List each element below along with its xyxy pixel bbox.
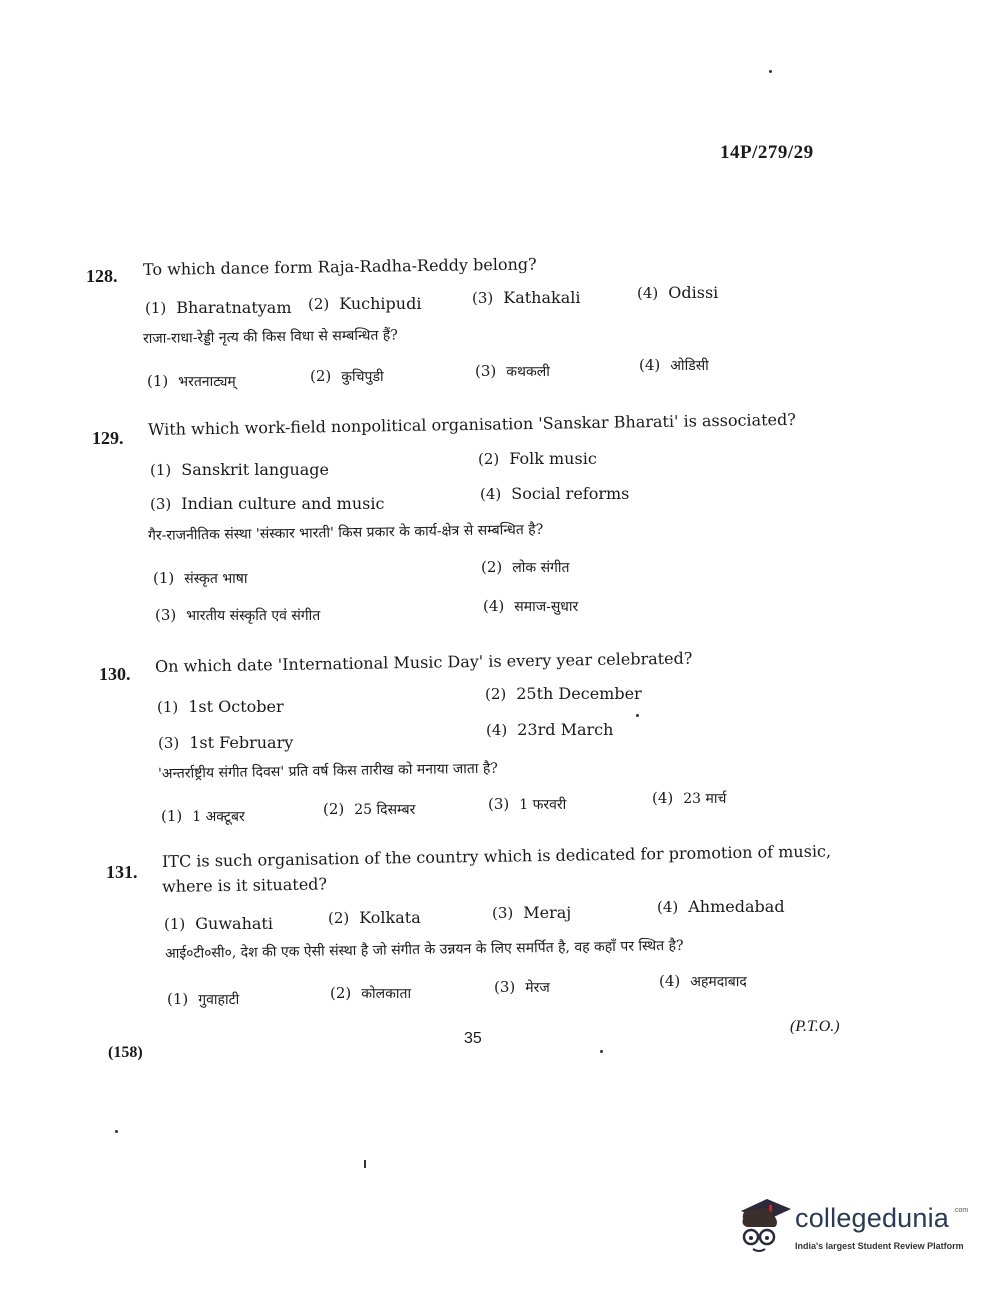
- pto-label: (P.T.O.): [790, 1018, 840, 1035]
- scan-speck: [364, 1160, 366, 1168]
- option-hi-1: (1) संस्कृत भाषा: [153, 569, 248, 587]
- logo-tagline: India's largest Student Review Platform: [795, 1241, 964, 1251]
- option-hi-1: (1) गुवाहाटी: [167, 990, 240, 1008]
- question-text-en: On which date 'International Music Day' is every year celebrated?: [154, 648, 693, 676]
- option-1: (1) Sanskrit language: [150, 460, 329, 479]
- question-text-en: With which work-field nonpolitical organisation 'Sanskar Bharati' is associated?: [147, 409, 796, 439]
- option-1: (1) Guwahati: [164, 914, 273, 933]
- collegedunia-logo: [735, 1197, 969, 1257]
- option-4: (4) Ahmedabad: [657, 897, 785, 916]
- option-hi-2: (2) कुचिपुडी: [310, 367, 384, 385]
- batch-number: (158): [108, 1044, 143, 1061]
- question-text-en-line1: ITC is such organisation of the country which is dedicated for promotion of music,: [161, 841, 832, 871]
- option-3: (3) 1st February: [158, 733, 294, 752]
- scan-speck: [769, 70, 772, 73]
- option-4: (4) 23rd March: [486, 720, 614, 739]
- scan-speck: [636, 714, 639, 717]
- option-3: (3) Kathakali: [472, 288, 581, 307]
- option-2: (2) Kuchipudi: [308, 294, 422, 313]
- logo-suffix: .com: [953, 1207, 969, 1214]
- option-hi-2: (2) लोक संगीत: [481, 558, 570, 576]
- option-3: (3) Meraj: [492, 903, 572, 922]
- question-text-hi: राजा-राधा-रेड्डी नृत्य की किस विधा से सम्बन्धित हैं?: [142, 327, 398, 347]
- option-hi-1: (1) 1 अक्टूबर: [161, 807, 245, 825]
- question-text-hi: 'अन्तर्राष्ट्रीय संगीत दिवस' प्रति वर्ष किस तारीख को मनाया जाता है?: [157, 760, 498, 782]
- option-2: (2) 25th December: [485, 684, 642, 703]
- option-hi-1: (1) भरतनाट्यम्: [147, 372, 236, 390]
- option-4: (4) Social reforms: [480, 484, 630, 503]
- page-number: 35: [464, 1030, 482, 1047]
- option-4: (4) Odissi: [637, 283, 719, 302]
- option-3: (3) Indian culture and music: [150, 494, 385, 513]
- logo-wordmark: collegedunia: [795, 1203, 950, 1233]
- option-hi-4: (4) ओडिसी: [639, 356, 709, 374]
- option-hi-4: (4) अहमदाबाद: [659, 972, 747, 990]
- scan-speck: [115, 1130, 118, 1133]
- option-2: (2) Kolkata: [328, 908, 421, 927]
- scan-speck: [600, 1050, 603, 1053]
- option-hi-2: (2) कोलकाता: [330, 984, 412, 1002]
- option-hi-3: (3) कथकली: [475, 362, 550, 380]
- question-number: 128.: [86, 266, 118, 286]
- paper-code: 14P/279/29: [720, 142, 814, 163]
- graduate-mascot-icon: [735, 1197, 791, 1255]
- option-hi-2: (2) 25 दिसम्बर: [323, 800, 416, 818]
- question-text-hi: आई०टी०सी०, देश की एक ऐसी संस्था है जो संगीत के उन्नयन के लिए समर्पित है, वह कहाँ पर स्थित है?: [164, 937, 684, 962]
- option-hi-3: (3) भारतीय संस्कृति एवं संगीत: [155, 606, 321, 624]
- option-2: (2) Folk music: [478, 449, 597, 468]
- option-hi-3: (3) 1 फरवरी: [488, 795, 567, 813]
- option-1: (1) 1st October: [157, 697, 284, 716]
- option-hi-3: (3) मेरज: [494, 978, 550, 996]
- option-1: (1) Bharatnatyam: [145, 298, 292, 317]
- question-text-en: To which dance form Raja-Radha-Reddy belong?: [142, 254, 537, 279]
- question-number: 130.: [99, 664, 131, 684]
- option-hi-4: (4) समाज-सुधार: [483, 597, 579, 615]
- option-hi-4: (4) 23 मार्च: [652, 789, 727, 807]
- question-number: 131.: [106, 862, 138, 882]
- question-text-hi: गैर-राजनीतिक संस्था 'संस्कार भारती' किस प्रकार के कार्य-क्षेत्र से सम्बन्धित है?: [147, 521, 544, 544]
- question-text-en-line2: where is it situated?: [161, 874, 328, 896]
- question-number: 129.: [92, 428, 124, 448]
